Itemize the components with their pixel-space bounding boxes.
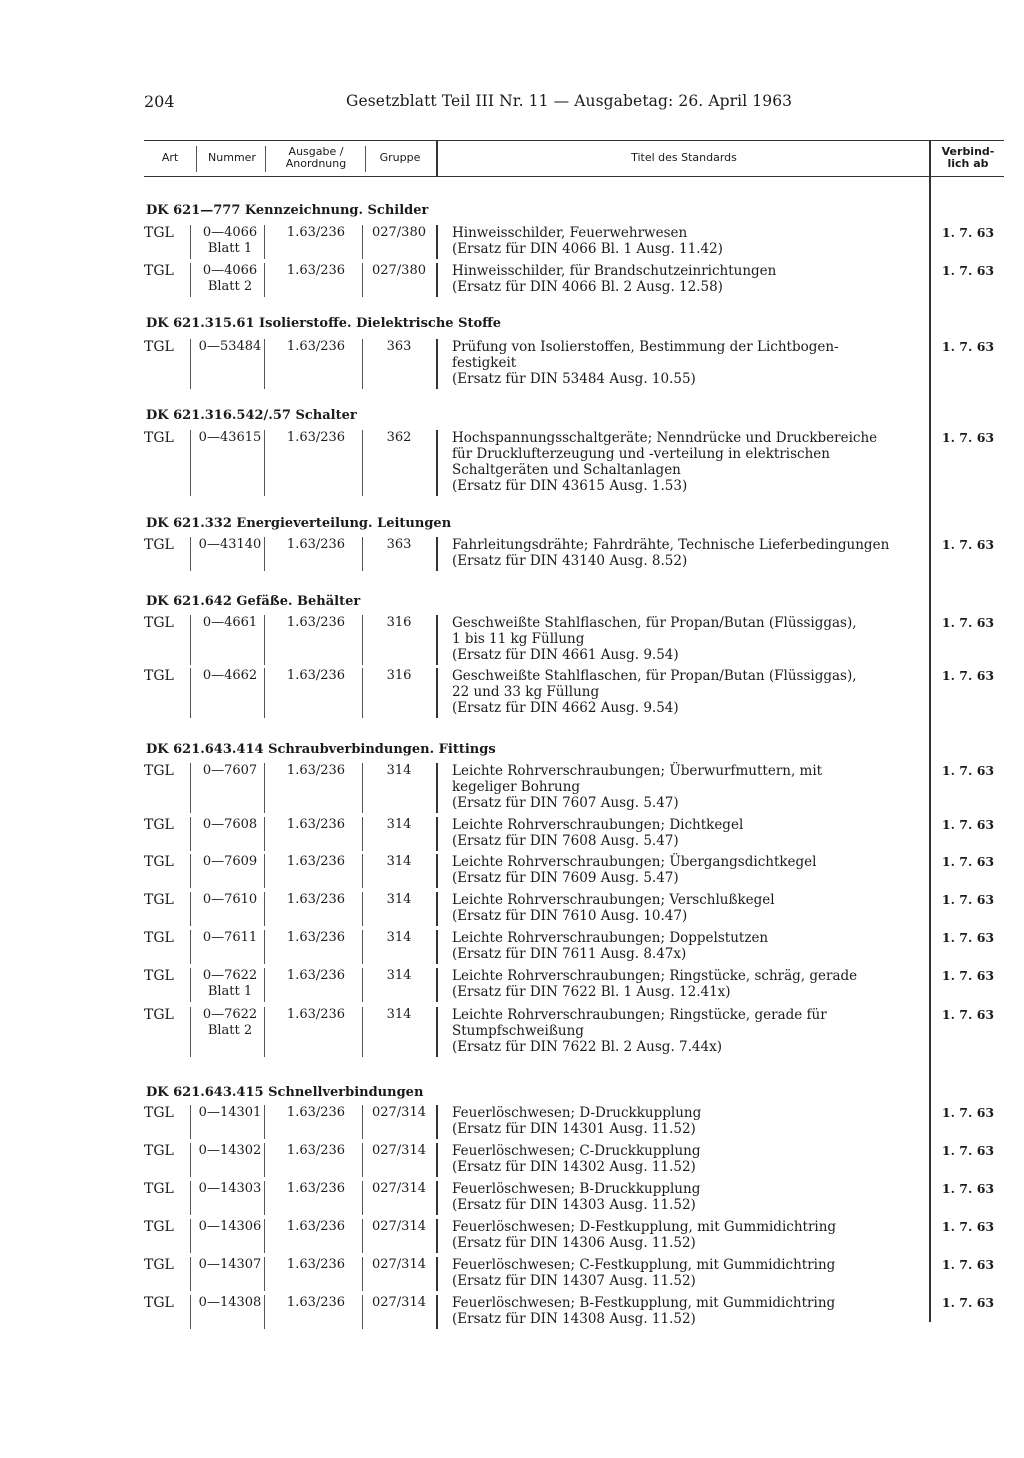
nummer-cell: 0—43615 (198, 430, 262, 445)
column-rule (436, 668, 438, 718)
gruppe-cell: 027/314 (371, 1295, 426, 1310)
column-rule (436, 968, 438, 1002)
nummer-cell: 0—14308 (198, 1295, 262, 1310)
titel-line: Feuerlöschwesen; C-Druckkupplung (452, 1143, 701, 1159)
column-rule (362, 1105, 363, 1139)
column-rule (190, 263, 191, 297)
column-rule (190, 892, 191, 926)
gruppe-cell: 314 (386, 854, 412, 869)
column-rule (190, 339, 191, 389)
column-rule (190, 537, 191, 571)
gruppe-cell: 316 (386, 668, 412, 683)
column-rule (264, 930, 265, 964)
column-rule (436, 1219, 438, 1253)
gruppe-cell: 027/314 (371, 1257, 426, 1272)
titel-line: Feuerlöschwesen; B-Druckkupplung (452, 1181, 701, 1197)
column-rule (264, 1105, 265, 1139)
titel-line: (Ersatz für DIN 14302 Ausg. 11.52) (452, 1159, 696, 1175)
nummer-cell: 0—7608 (202, 817, 258, 832)
ausgabe-cell: 1.63/236 (286, 1143, 346, 1158)
nummer-cell: 0—53484 (198, 339, 262, 354)
gruppe-cell: 314 (386, 1007, 412, 1022)
art-cell: TGL (144, 968, 174, 984)
verbindlich-cell: 1. 7. 63 (941, 968, 995, 983)
col-divider (436, 140, 438, 176)
titel-line: Schaltgeräten und Schaltanlagen (452, 462, 681, 478)
column-rule (362, 1219, 363, 1253)
column-rule (362, 225, 363, 259)
column-rule (264, 615, 265, 665)
column-rule (264, 817, 265, 851)
verbindlich-cell: 1. 7. 63 (941, 892, 995, 907)
column-rule (264, 225, 265, 259)
column-rule (436, 430, 438, 496)
art-cell: TGL (144, 430, 174, 446)
ausgabe-cell: 1.63/236 (286, 763, 346, 778)
column-rule (264, 854, 265, 888)
verbindlich-cell: 1. 7. 63 (941, 430, 995, 445)
column-rule (190, 763, 191, 813)
col-divider (365, 146, 366, 172)
titel-line: Prüfung von Isolierstoffen, Bestimmung der Lichtbogen- (452, 339, 839, 355)
titel-line: (Ersatz für DIN 14308 Ausg. 11.52) (452, 1311, 696, 1327)
gruppe-cell: 027/380 (371, 225, 426, 240)
col-ausgabe (266, 140, 366, 176)
verbindlich-cell: 1. 7. 63 (941, 1257, 995, 1272)
titel-line: (Ersatz für DIN 4066 Bl. 2 Ausg. 12.58) (452, 279, 723, 295)
ausgabe-cell: 1.63/236 (286, 1257, 346, 1272)
verbindlich-cell: 1. 7. 63 (941, 339, 995, 354)
gruppe-cell: 362 (386, 430, 412, 445)
nummer-cell: 0—4066 (202, 263, 258, 278)
titel-line: kegeliger Bohrung (452, 779, 581, 795)
ausgabe-cell: 1.63/236 (286, 1219, 346, 1234)
titel-line: Leichte Rohrverschraubungen; Ringstücke, gerade für (452, 1007, 827, 1023)
ausgabe-cell: 1.63/236 (286, 817, 346, 832)
column-rule (190, 854, 191, 888)
ausgabe-cell: 1.63/236 (286, 537, 346, 552)
art-cell: TGL (144, 854, 174, 870)
column-rule (362, 1295, 363, 1329)
column-rule (362, 537, 363, 571)
nummer-cell: 0—4066 (202, 225, 258, 240)
verbindlich-column-rule (929, 176, 931, 1322)
column-rule (264, 1295, 265, 1329)
art-cell: TGL (144, 1257, 174, 1273)
art-cell: TGL (144, 537, 174, 553)
art-cell: TGL (144, 668, 174, 684)
nummer-cell: 0—14301 (198, 1105, 262, 1120)
art-cell: TGL (144, 817, 174, 833)
verbindlich-cell: 1. 7. 63 (941, 1219, 995, 1234)
titel-line: (Ersatz für DIN 7607 Ausg. 5.47) (452, 795, 679, 811)
column-rule (362, 892, 363, 926)
section-heading: DK 621.332 Energieverteilung. Leitungen (146, 516, 452, 531)
column-rule (190, 668, 191, 718)
nummer-cell: 0—7611 (202, 930, 258, 945)
titel-line: für Drucklufterzeugung und -verteilung in elektrischen (452, 446, 830, 462)
column-rule (362, 668, 363, 718)
col-titel: Titel des Standards (631, 151, 737, 164)
titel-line: Hochspannungsschaltgeräte; Nenndrücke und Druckbereiche (452, 430, 878, 446)
ausgabe-cell: 1.63/236 (286, 1181, 346, 1196)
titel-line: Leichte Rohrverschraubungen; Verschlußkegel (452, 892, 775, 908)
column-rule (264, 1007, 265, 1057)
art-cell: TGL (144, 930, 174, 946)
verbindlich-cell: 1. 7. 63 (941, 615, 995, 630)
titel-line: Leichte Rohrverschraubungen; Ringstücke, schräg, gerade (452, 968, 858, 984)
column-rule (264, 1257, 265, 1291)
titel-line: (Ersatz für DIN 7611 Ausg. 8.47x) (452, 946, 687, 962)
col-verbindlich-line1: Verbind- (941, 145, 995, 158)
titel-line: Geschweißte Stahlflaschen, für Propan/Butan (Flüssiggas), (452, 615, 857, 631)
ausgabe-cell: 1.63/236 (286, 225, 346, 240)
section-heading: DK 621.315.61 Isolierstoffe. Dielektrische Stoffe (146, 316, 502, 331)
column-rule (362, 1257, 363, 1291)
column-rule (436, 1295, 438, 1329)
titel-line: (Ersatz für DIN 7609 Ausg. 5.47) (452, 870, 679, 886)
column-rule (436, 263, 438, 297)
nummer-cell: 0—7622 (202, 968, 258, 983)
gruppe-cell: 027/314 (371, 1105, 426, 1120)
column-rule (264, 668, 265, 718)
section-heading: DK 621.316.542/.57 Schalter (146, 408, 357, 423)
column-rule (436, 1105, 438, 1139)
titel-line: Leichte Rohrverschraubungen; Übergangsdichtkegel (452, 854, 817, 870)
column-rule (436, 1007, 438, 1057)
column-rule (264, 1143, 265, 1177)
titel-line: Feuerlöschwesen; D-Druckkupplung (452, 1105, 702, 1121)
section-heading: DK 621.643.414 Schraubverbindungen. Fittings (146, 742, 496, 757)
column-rule (436, 817, 438, 851)
titel-line: Leichte Rohrverschraubungen; Überwurfmuttern, mit (452, 763, 823, 779)
gruppe-cell: 027/314 (371, 1219, 426, 1234)
column-rule (190, 1295, 191, 1329)
column-rule (362, 1007, 363, 1057)
column-rule (362, 930, 363, 964)
verbindlich-cell: 1. 7. 63 (941, 668, 995, 683)
col-ausgabe-line1: Ausgabe / (288, 145, 344, 158)
column-rule (264, 968, 265, 1002)
titel-line: (Ersatz für DIN 7622 Bl. 1 Ausg. 12.41x) (452, 984, 731, 1000)
column-rule (264, 263, 265, 297)
nummer-cell: 0—43140 (198, 537, 262, 552)
ausgabe-cell: 1.63/236 (286, 1105, 346, 1120)
gruppe-cell: 316 (386, 615, 412, 630)
ausgabe-cell: 1.63/236 (286, 1295, 346, 1310)
art-cell: TGL (144, 1295, 174, 1311)
verbindlich-cell: 1. 7. 63 (941, 537, 995, 552)
column-rule (362, 263, 363, 297)
titel-line: (Ersatz für DIN 43140 Ausg. 8.52) (452, 553, 688, 569)
verbindlich-cell: 1. 7. 63 (941, 763, 995, 778)
titel-line: 1 bis 11 kg Füllung (452, 631, 585, 647)
nummer-cell: Blatt 2 (207, 1023, 253, 1038)
titel-line: (Ersatz für DIN 7608 Ausg. 5.47) (452, 833, 679, 849)
column-rule (436, 854, 438, 888)
column-rule (190, 225, 191, 259)
column-rule (264, 763, 265, 813)
column-rule (362, 817, 363, 851)
titel-line: Leichte Rohrverschraubungen; Doppelstutzen (452, 930, 769, 946)
column-rule (436, 1257, 438, 1291)
titel-line: 22 und 33 kg Füllung (452, 684, 600, 700)
column-rule (190, 930, 191, 964)
gruppe-cell: 027/380 (371, 263, 426, 278)
nummer-cell: Blatt 2 (207, 279, 253, 294)
titel-line: (Ersatz für DIN 7610 Ausg. 10.47) (452, 908, 688, 924)
column-rule (436, 537, 438, 571)
titel-line: (Ersatz für DIN 4661 Ausg. 9.54) (452, 647, 679, 663)
column-rule (436, 930, 438, 964)
art-cell: TGL (144, 339, 174, 355)
nummer-cell: 0—14302 (198, 1143, 262, 1158)
verbindlich-cell: 1. 7. 63 (941, 225, 995, 240)
ausgabe-cell: 1.63/236 (286, 668, 346, 683)
gruppe-cell: 363 (386, 537, 412, 552)
column-rule (436, 225, 438, 259)
titel-line: Feuerlöschwesen; D-Festkupplung, mit Gummidichtring (452, 1219, 837, 1235)
column-rule (362, 339, 363, 389)
art-cell: TGL (144, 1181, 174, 1197)
page-number: 204 (144, 92, 175, 111)
column-rule (362, 763, 363, 813)
ausgabe-cell: 1.63/236 (286, 968, 346, 983)
col-gruppe: Gruppe (379, 151, 421, 164)
art-cell: TGL (144, 615, 174, 631)
ausgabe-cell: 1.63/236 (286, 1007, 346, 1022)
section-heading: DK 621—777 Kennzeichnung. Schilder (146, 203, 429, 218)
gruppe-cell: 314 (386, 817, 412, 832)
column-rule (436, 763, 438, 813)
gruppe-cell: 363 (386, 339, 412, 354)
gruppe-cell: 027/314 (371, 1181, 426, 1196)
column-rule (362, 1181, 363, 1215)
column-rule (264, 430, 265, 496)
gruppe-cell: 314 (386, 930, 412, 945)
titel-line: Geschweißte Stahlflaschen, für Propan/Butan (Flüssiggas), (452, 668, 857, 684)
column-rule (190, 968, 191, 1002)
nummer-cell: 0—4662 (202, 668, 258, 683)
ausgabe-cell: 1.63/236 (286, 263, 346, 278)
page-title: Gesetzblatt Teil III Nr. 11 — Ausgabetag: 26. April 1963 (346, 92, 793, 110)
verbindlich-cell: 1. 7. 63 (941, 1143, 995, 1158)
verbindlich-cell: 1. 7. 63 (941, 930, 995, 945)
titel-line: (Ersatz für DIN 14307 Ausg. 11.52) (452, 1273, 696, 1289)
nummer-cell: 0—4661 (202, 615, 258, 630)
column-rule (190, 1257, 191, 1291)
column-rule (436, 339, 438, 389)
verbindlich-cell: 1. 7. 63 (941, 1295, 995, 1310)
ausgabe-cell: 1.63/236 (286, 430, 346, 445)
art-cell: TGL (144, 1219, 174, 1235)
verbindlich-cell: 1. 7. 63 (941, 1181, 995, 1196)
column-rule (190, 1219, 191, 1253)
art-cell: TGL (144, 1105, 174, 1121)
nummer-cell: 0—7622 (202, 1007, 258, 1022)
titel-line: (Ersatz für DIN 53484 Ausg. 10.55) (452, 371, 696, 387)
page-header (0, 0, 1024, 140)
column-rule (264, 339, 265, 389)
nummer-cell: Blatt 1 (207, 241, 253, 256)
verbindlich-cell: 1. 7. 63 (941, 1105, 995, 1120)
col-verbindlich-line2: lich ab (947, 157, 989, 170)
titel-line: (Ersatz für DIN 14301 Ausg. 11.52) (452, 1121, 696, 1137)
nummer-cell: Blatt 1 (207, 984, 253, 999)
nummer-cell: 0—14306 (198, 1219, 262, 1234)
titel-line: (Ersatz für DIN 4662 Ausg. 9.54) (452, 700, 679, 716)
titel-line: Fahrleitungsdrähte; Fahrdrähte, Technische Lieferbedingungen (452, 537, 890, 553)
art-cell: TGL (144, 225, 174, 241)
titel-line: (Ersatz für DIN 14303 Ausg. 11.52) (452, 1197, 696, 1213)
titel-line: festigkeit (452, 355, 517, 371)
verbindlich-cell: 1. 7. 63 (941, 1007, 995, 1022)
column-rule (436, 1181, 438, 1215)
column-rule (436, 615, 438, 665)
column-rule (190, 817, 191, 851)
column-rule (264, 1181, 265, 1215)
art-cell: TGL (144, 1007, 174, 1023)
col-ausgabe-line2: Anordnung (285, 157, 347, 170)
gruppe-cell: 314 (386, 892, 412, 907)
col-nummer: Nummer (208, 151, 256, 164)
column-rule (264, 1219, 265, 1253)
titel-line: Leichte Rohrverschraubungen; Dichtkegel (452, 817, 744, 833)
nummer-cell: 0—14303 (198, 1181, 262, 1196)
titel-line: (Ersatz für DIN 43615 Ausg. 1.53) (452, 478, 688, 494)
titel-line: Hinweisschilder, für Brandschutzeinrichtungen (452, 263, 777, 279)
titel-line: (Ersatz für DIN 14306 Ausg. 11.52) (452, 1235, 696, 1251)
column-rule (362, 615, 363, 665)
column-rule (190, 1007, 191, 1057)
column-rule (190, 1105, 191, 1139)
column-rule (436, 892, 438, 926)
titel-line: Feuerlöschwesen; C-Festkupplung, mit Gummidichtring (452, 1257, 836, 1273)
gruppe-cell: 027/314 (371, 1143, 426, 1158)
column-rule (190, 430, 191, 496)
nummer-cell: 0—7610 (202, 892, 258, 907)
ausgabe-cell: 1.63/236 (286, 339, 346, 354)
ausgabe-cell: 1.63/236 (286, 615, 346, 630)
col-divider (265, 146, 266, 172)
col-verbindlich (932, 140, 1004, 176)
nummer-cell: 0—7609 (202, 854, 258, 869)
titel-line: Hinweisschilder, Feuerwehrwesen (452, 225, 688, 241)
col-art: Art (161, 151, 179, 164)
column-rule (362, 1143, 363, 1177)
gruppe-cell: 314 (386, 968, 412, 983)
column-rule (436, 1143, 438, 1177)
titel-line: (Ersatz für DIN 4066 Bl. 1 Ausg. 11.42) (452, 241, 723, 257)
gruppe-cell: 314 (386, 763, 412, 778)
table-header-rule (144, 176, 1004, 177)
verbindlich-cell: 1. 7. 63 (941, 263, 995, 278)
column-rule (264, 537, 265, 571)
nummer-cell: 0—7607 (202, 763, 258, 778)
art-cell: TGL (144, 1143, 174, 1159)
column-rule (190, 615, 191, 665)
section-heading: DK 621.643.415 Schnellverbindungen (146, 1085, 424, 1100)
nummer-cell: 0—14307 (198, 1257, 262, 1272)
ausgabe-cell: 1.63/236 (286, 854, 346, 869)
column-rule (190, 1181, 191, 1215)
verbindlich-cell: 1. 7. 63 (941, 817, 995, 832)
column-rule (264, 892, 265, 926)
section-heading: DK 621.642 Gefäße. Behälter (146, 594, 361, 609)
art-cell: TGL (144, 763, 174, 779)
col-divider (929, 140, 931, 176)
col-divider (196, 146, 197, 172)
column-rule (362, 854, 363, 888)
art-cell: TGL (144, 263, 174, 279)
ausgabe-cell: 1.63/236 (286, 930, 346, 945)
titel-line: Stumpfschweißung (452, 1023, 584, 1039)
verbindlich-cell: 1. 7. 63 (941, 854, 995, 869)
titel-line: Feuerlöschwesen; B-Festkupplung, mit Gummidichtring (452, 1295, 836, 1311)
art-cell: TGL (144, 892, 174, 908)
titel-line: (Ersatz für DIN 7622 Bl. 2 Ausg. 7.44x) (452, 1039, 722, 1055)
ausgabe-cell: 1.63/236 (286, 892, 346, 907)
column-rule (362, 968, 363, 1002)
column-rule (362, 430, 363, 496)
column-rule (190, 1143, 191, 1177)
